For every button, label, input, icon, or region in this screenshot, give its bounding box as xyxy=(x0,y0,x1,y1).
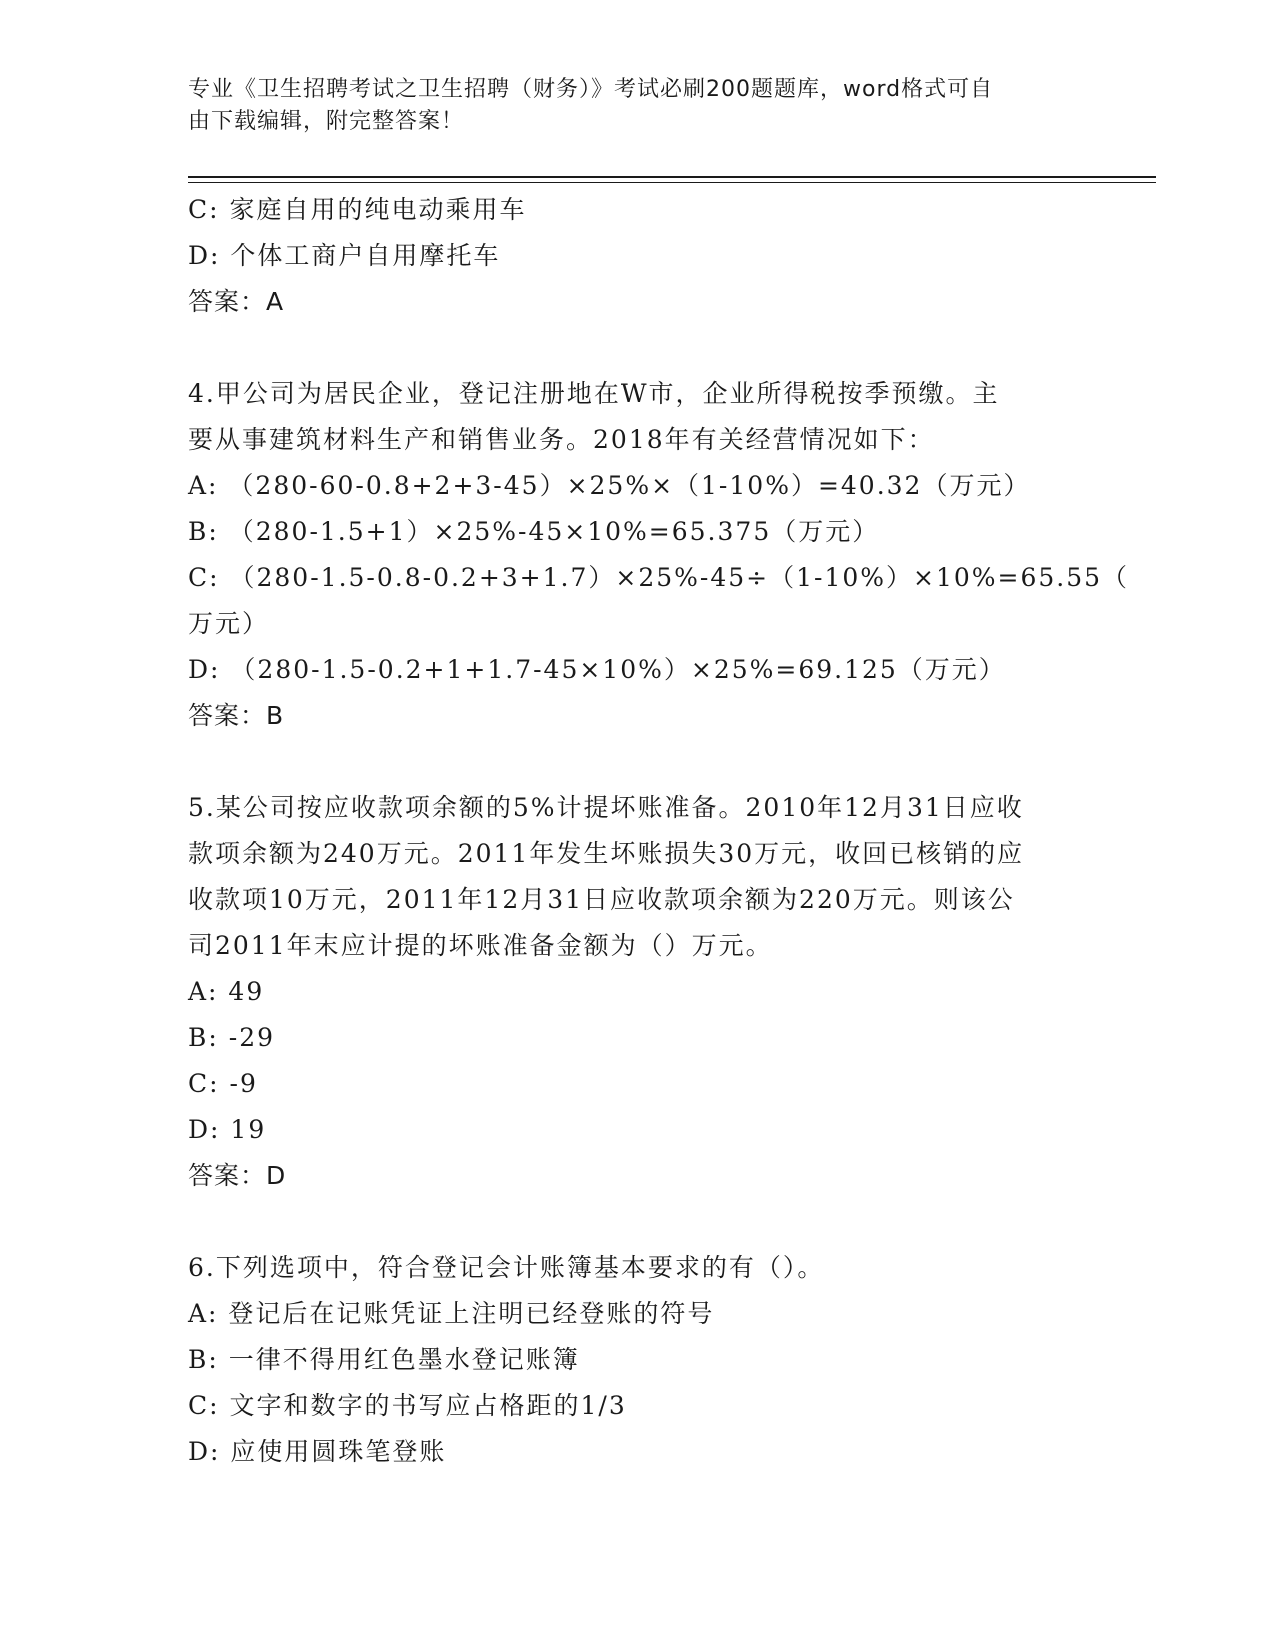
question-5 xyxy=(188,785,1088,1199)
option-a: A: 49 xyxy=(188,977,265,1006)
header-line-2: 由下载编辑，附完整答案！ xyxy=(188,109,465,134)
question-4 xyxy=(188,371,1130,739)
question-stem: 司2011年末应计提的坏账准备金额为（）万元。 xyxy=(188,931,773,960)
option-d: D: （280-1.5-0.2+1+1.7-45×10%）×25%=69.125（万元） xyxy=(188,655,1006,684)
option-c: C: 家庭自用的纯电动乘用车 xyxy=(188,195,527,224)
option-c: C: （280-1.5-0.8-0.2+3+1.7）×25%-45÷（1-10%）×10%=65.55（ xyxy=(188,563,1130,592)
option-d: D: 个体工商户自用摩托车 xyxy=(188,241,501,270)
question-stem: 5.某公司按应收款项余额的5%计提坏账准备。2010年12月31日应收 xyxy=(188,793,1024,822)
option-c: C: 文字和数字的书写应占格距的1/3 xyxy=(188,1391,627,1420)
document-header xyxy=(188,74,1068,138)
answer-line: 答案：B xyxy=(188,701,285,730)
question-list xyxy=(188,187,1130,1475)
spacer xyxy=(188,325,1088,371)
option-a: A: 登记后在记账凭证上注明已经登账的符号 xyxy=(188,1299,715,1328)
option-b: B: -29 xyxy=(188,1023,275,1052)
option-b: B: （280-1.5+1）×25%-45×10%=65.375（万元） xyxy=(188,517,880,546)
option-c: C: -9 xyxy=(188,1069,258,1098)
header-line-1: 专业《卫生招聘考试之卫生招聘（财务）》考试必刷200题题库，word格式可自 xyxy=(188,77,994,102)
question-stem: 要从事建筑材料生产和销售业务。2018年有关经营情况如下： xyxy=(188,425,935,454)
answer-line: 答案：D xyxy=(188,1161,287,1190)
question-6 xyxy=(188,1245,1088,1475)
option-d: D: 19 xyxy=(188,1115,267,1144)
question-stem: 4.甲公司为居民企业，登记注册地在W市，企业所得税按季预缴。主 xyxy=(188,379,1000,408)
answer-line: 答案：A xyxy=(188,287,285,316)
option-d: D: 应使用圆珠笔登账 xyxy=(188,1437,447,1466)
spacer xyxy=(188,739,1088,785)
option-a: A: （280-60-0.8+2+3-45）×25%×（1-10%）=40.32（万元） xyxy=(188,471,1031,500)
header-divider-thin xyxy=(188,182,1156,183)
option-b: B: 一律不得用红色墨水登记账簿 xyxy=(188,1345,580,1374)
question-3 xyxy=(188,187,1088,325)
spacer xyxy=(188,1199,1088,1245)
question-stem: 收款项10万元，2011年12月31日应收款项余额为220万元。则该公 xyxy=(188,885,1015,914)
header-divider-thick xyxy=(188,176,1156,178)
question-stem: 6.下列选项中，符合登记会计账簿基本要求的有（）。 xyxy=(188,1253,825,1282)
option-c-continued: 万元） xyxy=(188,609,270,638)
question-stem: 款项余额为240万元。2011年发生坏账损失30万元，收回已核销的应 xyxy=(188,839,1025,868)
